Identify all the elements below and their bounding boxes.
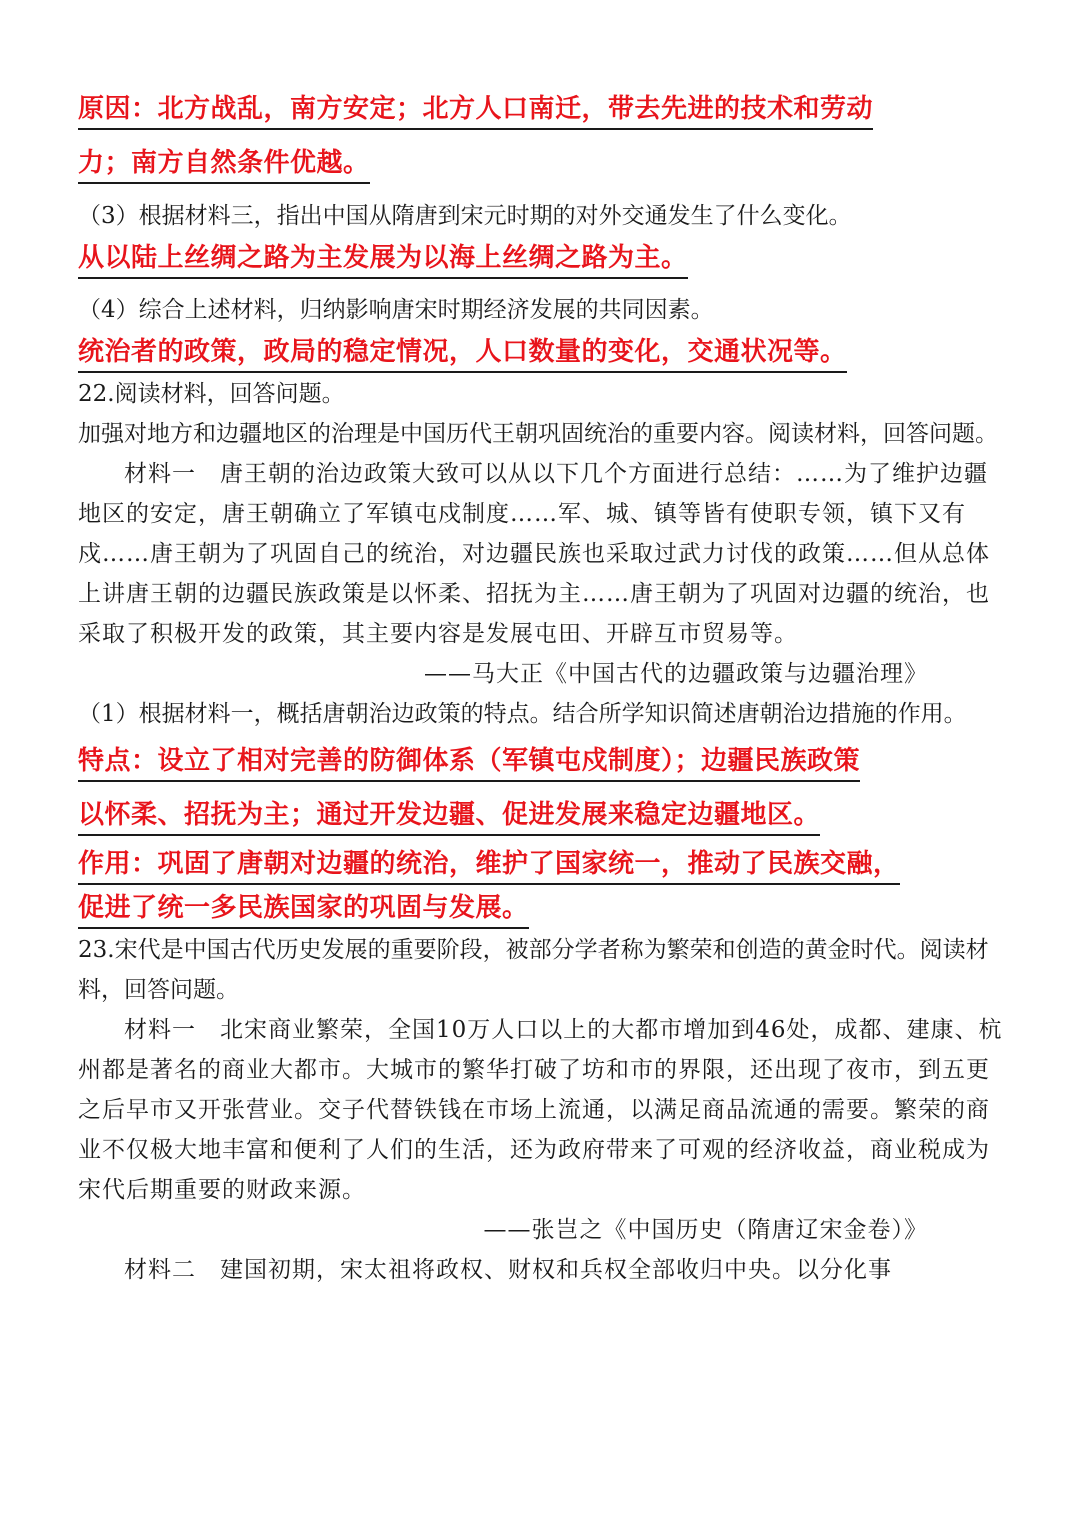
answer-3-text: 从以陆上丝绸之路为主发展为以海上丝绸之路为主。 [78, 243, 688, 279]
question-23-material-2: 材料二 建国初期，宋太祖将政权、财权和兵权全部收归中央。以分化事 [124, 1257, 892, 1283]
answer-22-feature [78, 734, 1006, 842]
question-23-intro: 23.宋代是中国古代历史发展的重要阶段，被部分学者称为繁荣和创造的黄金时代。阅读材料，回答问题。 [78, 937, 989, 1003]
answer-22-feature-line2: 以怀柔、招抚为主；通过开发边疆、促进发展来稳定边疆地区。 [78, 800, 820, 836]
answer-22-effect-line2: 促进了统一多民族国家的巩固与发展。 [78, 893, 529, 929]
question-23-material-1: 材料一 北宋商业繁荣，全国10万人口以上的大都市增加到46处，成都、建康、杭州都是著名的商业大都市。大城市的繁华打破了坊和市的界限，还出现了夜市，到五更之后早市又开张营业。交子代替铁钱在市场上流通，以满足商品流通的需要。繁荣的商业不仅极大地丰富和便利了人们的生活，还为政府带来了可观的经济收益，商业税成为宋代后期重要的财政来源。 [78, 1017, 1003, 1203]
question-22-material-1: 材料一 唐王朝的治边政策大致可以从以下几个方面进行总结：……为了维护边疆地区的安定，唐王朝确立了军镇屯戍制度……军、城、镇等皆有使职专领，镇下又有戍……唐王朝为了巩固自己的统治，对边疆民族也采取过武力讨伐的政策……但从总体上讲唐王朝的边疆民族政策是以怀柔、招抚为主……唐王朝为了巩固对边疆的统治，也采取了积极开发的政策，其主要内容是发展屯田、开辟互市贸易等。 [78, 461, 990, 647]
answer-22-feature-line1: 特点：设立了相对完善的防御体系（军镇屯戍制度）；边疆民族政策 [78, 746, 860, 782]
question-4: （4）综合上述材料，归纳影响唐宋时期经济发展的共同因素。 [78, 297, 714, 323]
document-page [78, 82, 1006, 1290]
question-22-sub-1: （1）根据材料一，概括唐朝治边政策的特点。结合所学知识简述唐朝治边措施的作用。 [78, 701, 967, 727]
answer-reason [78, 82, 1006, 190]
answer-4-text: 统治者的政策，政局的稳定情况，人口数量的变化，交通状况等。 [78, 337, 847, 373]
answer-reason-line1: 原因：北方战乱，南方安定；北方人口南迁，带去先进的技术和劳动 [78, 94, 873, 130]
answer-4 [78, 330, 1006, 374]
question-3: （3）根据材料三，指出中国从隋唐到宋元时期的对外交通发生了什么变化。 [78, 203, 852, 229]
answer-22-effect [78, 842, 1006, 930]
answer-3 [78, 236, 1006, 280]
question-22-source-1: ——马大正《中国古代的边疆政策与边疆治理》 [424, 661, 928, 687]
answer-reason-line2: 力；南方自然条件优越。 [78, 148, 370, 184]
question-22-title: 22.阅读材料，回答问题。 [78, 381, 345, 407]
answer-22-effect-line1: 作用：巩固了唐朝对边疆的统治，维护了国家统一，推动了民族交融， [78, 849, 900, 885]
question-22-intro: 加强对地方和边疆地区的治理是中国历代王朝巩固统治的重要内容。阅读材料，回答问题。 [78, 421, 998, 447]
question-23-source-1: ——张岂之《中国历史（隋唐辽宋金卷）》 [483, 1217, 928, 1243]
